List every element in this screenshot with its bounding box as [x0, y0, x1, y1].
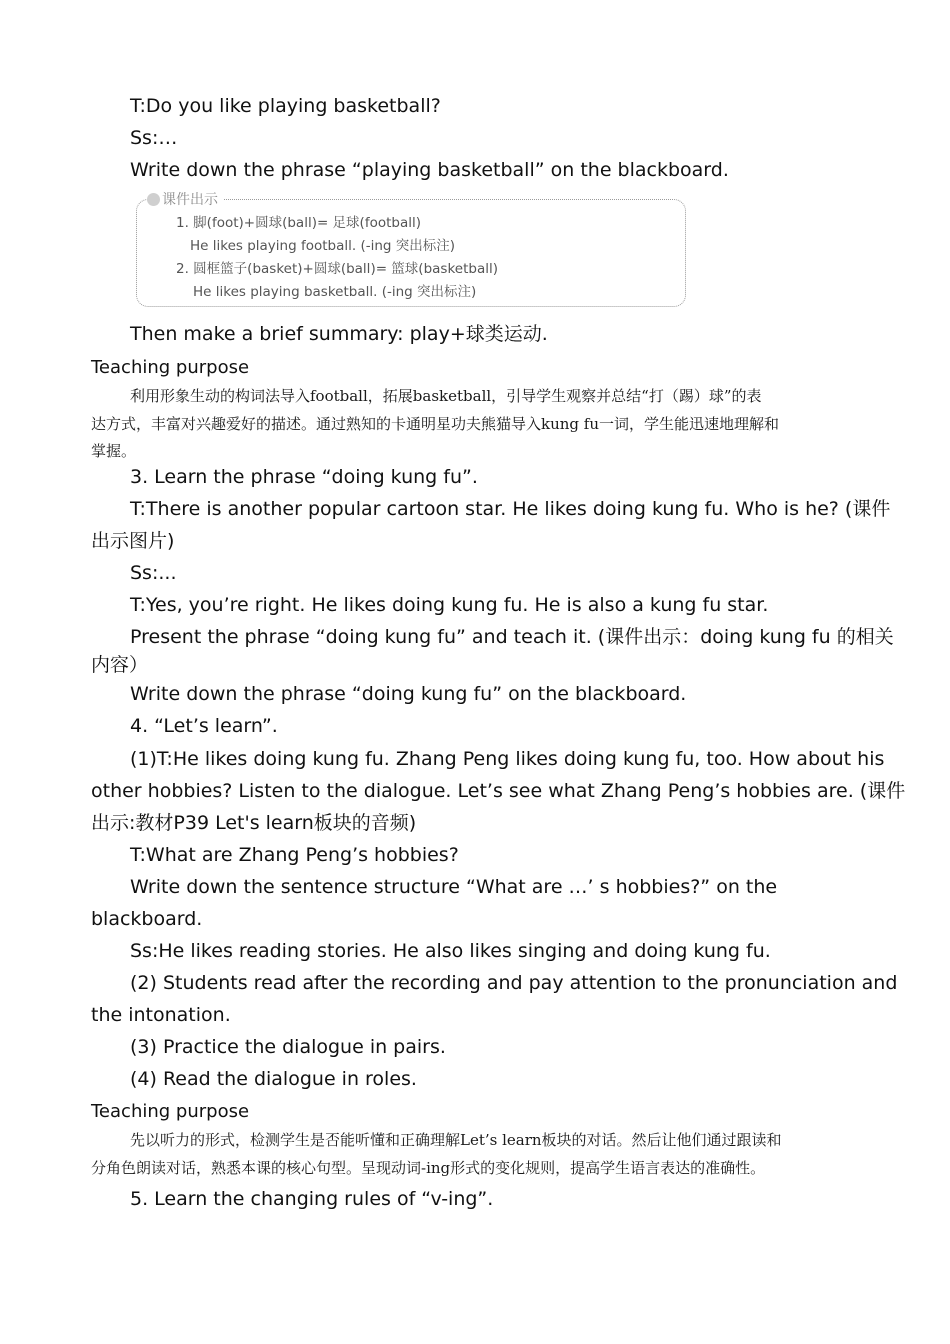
- instruction-line: Write down the sentence structure “What are …’ s hobbies?” on the: [130, 876, 778, 898]
- instruction-line: (2) Students read after the recording and pay attention to the pronunciation and: [130, 972, 898, 994]
- courseware-item: 2. 圆框篮子(basket)+圆球(ball)= 篮球(basketball): [176, 261, 498, 277]
- courseware-tag: [147, 190, 224, 210]
- summary-line: Then make a brief summary: play+球类运动.: [130, 323, 548, 345]
- instruction-line: blackboard.: [91, 908, 203, 930]
- dialogue-line: Ss:He likes reading stories. He also likes singing and doing kung fu.: [130, 940, 771, 962]
- dialogue-line: T:Yes, you’re right. He likes doing kung fu. He is also a kung fu star.: [130, 594, 769, 616]
- teaching-purpose-heading: Teaching purpose: [91, 357, 250, 378]
- dialogue-line: 出示图片): [91, 530, 175, 552]
- teaching-purpose-text: 掌握。: [91, 442, 137, 460]
- dialogue-line: T:Do you like playing basketball?: [130, 95, 441, 117]
- courseware-item: 1. 脚(foot)+圆球(ball)= 足球(football): [176, 215, 422, 231]
- instruction-line: (1)T:He likes doing kung fu. Zhang Peng likes doing kung fu, too. How about his: [130, 748, 885, 770]
- dialogue-line: Ss:...: [130, 562, 177, 584]
- teaching-purpose-text: 分角色朗读对话，熟悉本课的核心句型。呈现动词-ing形式的变化规则，提高学生语言表达的准确性。: [91, 1159, 766, 1177]
- teaching-purpose-heading: Teaching purpose: [91, 1101, 250, 1122]
- instruction-line: other hobbies? Listen to the dialogue. Let’s see what Zhang Peng’s hobbies are. (课件: [91, 780, 906, 802]
- instruction-line: (4) Read the dialogue in roles.: [130, 1068, 417, 1090]
- teaching-purpose-text: 达方式，丰富对兴趣爱好的描述。通过熟知的卡通明星功夫熊猫导入kung fu一词，学生能迅速地理解和: [91, 415, 779, 433]
- instruction-line: (3) Practice the dialogue in pairs.: [130, 1036, 446, 1058]
- instruction-line: 内容）: [91, 654, 149, 676]
- courseware-tag-label: 课件出示: [162, 192, 218, 208]
- instruction-line: Write down the phrase “doing kung fu” on the blackboard.: [130, 683, 687, 705]
- tag-dot-icon: [147, 193, 160, 206]
- step-heading: 5. Learn the changing rules of “v-ing”.: [130, 1188, 494, 1210]
- instruction-line: the intonation.: [91, 1004, 231, 1026]
- instruction-line: Present the phrase “doing kung fu” and teach it. (课件出示：doing kung fu 的相关: [130, 626, 894, 648]
- courseware-item-sub: He likes playing basketball. (-ing 突出标注): [193, 284, 477, 300]
- step-heading: 3. Learn the phrase “doing kung fu”.: [130, 466, 478, 488]
- dialogue-line: T:What are Zhang Peng’s hobbies?: [130, 844, 459, 866]
- instruction-line: 出示:教材P39 Let's learn板块的音频): [91, 812, 417, 834]
- dialogue-line: Ss:…: [130, 127, 178, 149]
- teaching-purpose-text: 利用形象生动的构词法导入football，拓展basketball，引导学生观察并总结“打（踢）球”的表: [130, 387, 762, 405]
- step-heading: 4. “Let’s learn”.: [130, 715, 278, 737]
- teaching-purpose-text: 先以听力的形式，检测学生是否能听懂和正确理解Let’s learn板块的对话。然后让他们通过跟读和: [130, 1131, 782, 1149]
- courseware-item-sub: He likes playing football. (-ing 突出标注): [190, 238, 456, 254]
- instruction-line: Write down the phrase “playing basketball” on the blackboard.: [130, 159, 729, 181]
- dialogue-line: T:There is another popular cartoon star. He likes doing kung fu. Who is he? (课件: [130, 498, 891, 520]
